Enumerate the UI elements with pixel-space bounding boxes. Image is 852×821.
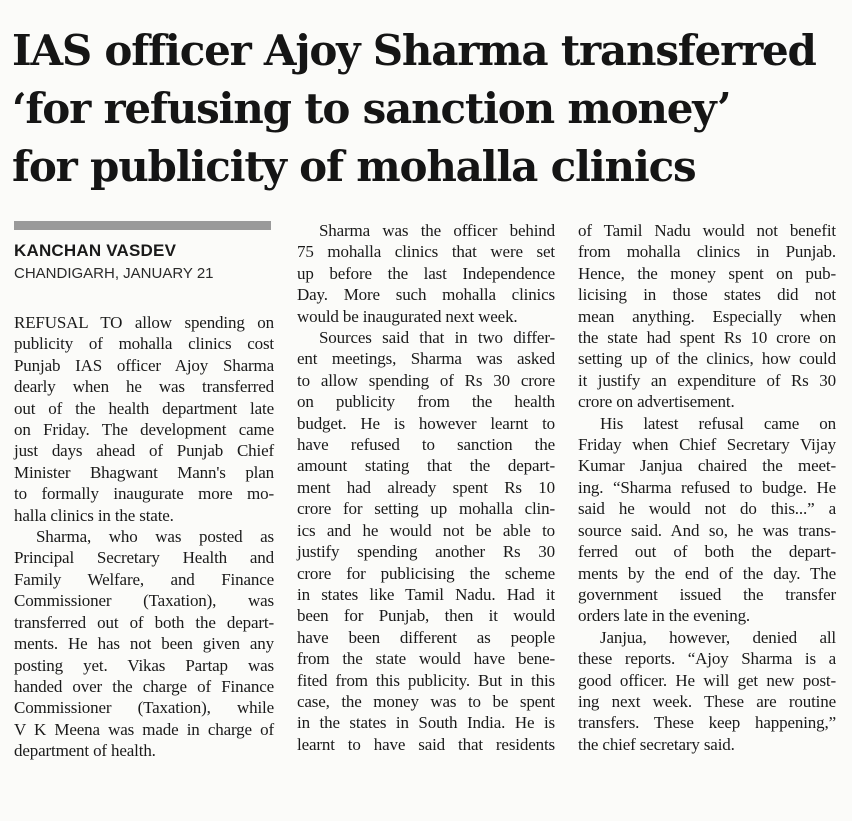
- article-column-1: [14, 312, 274, 762]
- body-text-line: on Friday. The development came: [14, 420, 274, 440]
- body-text-line: Sharma, who was posted as: [36, 527, 274, 547]
- body-text-line: amount stating that the depart-: [297, 456, 555, 476]
- body-text-line: case, the money was to be spent: [297, 691, 555, 711]
- headline-line: for publicity of mohalla clinics: [12, 142, 696, 191]
- body-text-line: the chief secretary said.: [578, 734, 735, 754]
- body-text-line: from mohalla clinics in Punjab.: [578, 242, 836, 262]
- body-text-line: Commissioner (Taxation), was: [14, 591, 274, 611]
- body-text-line: fited from this publicity. But in this: [297, 670, 555, 690]
- body-text-line: in states like Tamil Nadu. Had it: [297, 584, 555, 604]
- body-text-line: V K Meena was made in charge of: [14, 719, 274, 739]
- body-text-line: learnt to have said that residents: [297, 734, 555, 754]
- body-text-line: crore for setting up mohalla clin-: [297, 499, 555, 519]
- body-text-line: ferred out of both the depart-: [578, 542, 836, 562]
- body-text-line: from the state would have bene-: [297, 649, 555, 669]
- body-text-line: said he would not do this...” a: [578, 499, 836, 519]
- body-text-line: Day. More such mohalla clinics: [297, 285, 555, 305]
- body-text-line: would be inaugurated next week.: [297, 306, 518, 326]
- headline-line: ‘for refusing to sanction money’: [12, 84, 731, 133]
- body-text-line: posting yet. Vikas Partap was: [14, 655, 274, 675]
- body-text-line: dearly when he was transferred: [14, 377, 274, 397]
- article-column-2: [297, 220, 555, 755]
- body-text-line: transfers. These keep happening,”: [578, 713, 836, 733]
- body-text-line: His latest refusal came on: [600, 413, 836, 433]
- body-text-line: on publicity from the health: [297, 392, 555, 412]
- body-text-line: government issued the transfer: [578, 584, 836, 604]
- body-text-line: been for Punjab, then it would: [297, 606, 555, 626]
- body-text-line: ment had already spent Rs 10: [297, 477, 555, 497]
- body-text-line: ments. He has not been given any: [14, 634, 274, 654]
- body-text-line: Sharma was the officer behind: [319, 221, 555, 240]
- body-text-line: crore on advertisement.: [578, 392, 735, 412]
- body-text-line: of Tamil Nadu would not benefit: [578, 221, 836, 240]
- body-text-line: justify spending another Rs 30: [297, 542, 555, 562]
- body-text-line: Kumar Janjua chaired the meet-: [578, 456, 836, 476]
- body-text-line: good officer. He will get new post-: [578, 670, 836, 690]
- body-text-line: ing next week. These are routine: [578, 691, 836, 711]
- body-text-line: Family Welfare, and Finance: [14, 569, 274, 589]
- dateline: CHANDIGARH, JANUARY 21: [14, 265, 214, 282]
- body-text-line: the state had spent Rs 10 crore on: [578, 328, 836, 348]
- body-text-line: 75 mohalla clinics that were set: [297, 242, 555, 262]
- article-column-3: [578, 220, 836, 755]
- byline-divider: [14, 221, 271, 230]
- body-text-line: up before the last Independence: [297, 263, 555, 283]
- body-text-line: Commissioner (Taxation), while: [14, 698, 274, 718]
- body-text-line: publicity of mohalla clinics cost: [14, 334, 274, 354]
- body-text-line: Hence, the money spent on pub-: [578, 263, 836, 283]
- body-text-line: Janjua, however, denied all: [600, 627, 836, 647]
- body-text-line: ent meetings, Sharma was asked: [297, 349, 555, 369]
- body-text-line: mean anything. Especially when: [578, 306, 836, 326]
- body-text-line: licising in those states did not: [578, 285, 836, 305]
- body-text-line: Sources said that in two differ-: [319, 328, 555, 348]
- body-text-line: handed over the charge of Finance: [14, 676, 274, 696]
- body-text-line: department of health.: [14, 741, 156, 761]
- body-text-line: Friday when Chief Secretary Vijay: [578, 435, 836, 455]
- body-text-line: transferred out of both the depart-: [14, 612, 274, 632]
- body-text-line: crore for publicising the scheme: [297, 563, 555, 583]
- body-text-line: budget. He is however learnt to: [297, 413, 555, 433]
- body-text-line: it justify an expenditure of Rs 30: [578, 370, 836, 390]
- body-text-line: halla clinics in the state.: [14, 505, 174, 525]
- body-text-line: ics and he would not be able to: [297, 520, 555, 540]
- headline: [12, 22, 842, 196]
- body-text-line: Principal Secretary Health and: [14, 548, 274, 568]
- byline-author: KANCHAN VASDEV: [14, 241, 177, 260]
- body-text-line: Minister Bhagwant Mann's plan: [14, 462, 274, 482]
- body-text-line: ments by the end of the day. The: [578, 563, 836, 583]
- headline-line: IAS officer Ajoy Sharma transferred: [12, 26, 816, 75]
- body-text-line: source said. And so, he was trans-: [578, 520, 836, 540]
- body-text-line: Punjab IAS officer Ajoy Sharma: [14, 355, 274, 375]
- body-text-line: REFUSAL TO allow spending on: [14, 313, 274, 332]
- body-text-line: setting up of the clinics, how could: [578, 349, 836, 369]
- body-text-line: ing. “Sharma refused to budge. He: [578, 477, 836, 497]
- body-text-line: out of the health department late: [14, 398, 274, 418]
- body-text-line: to allow spending of Rs 30 crore: [297, 370, 555, 390]
- body-text-line: orders late in the evening.: [578, 606, 751, 626]
- body-text-line: to formally inaugurate more mo-: [14, 484, 274, 504]
- body-text-line: just days ahead of Punjab Chief: [14, 441, 274, 461]
- body-text-line: in the states in South India. He is: [297, 713, 555, 733]
- body-text-line: have refused to sanction the: [297, 435, 555, 455]
- body-text-line: these reports. “Ajoy Sharma is a: [578, 649, 836, 669]
- body-text-line: have been different as people: [297, 627, 555, 647]
